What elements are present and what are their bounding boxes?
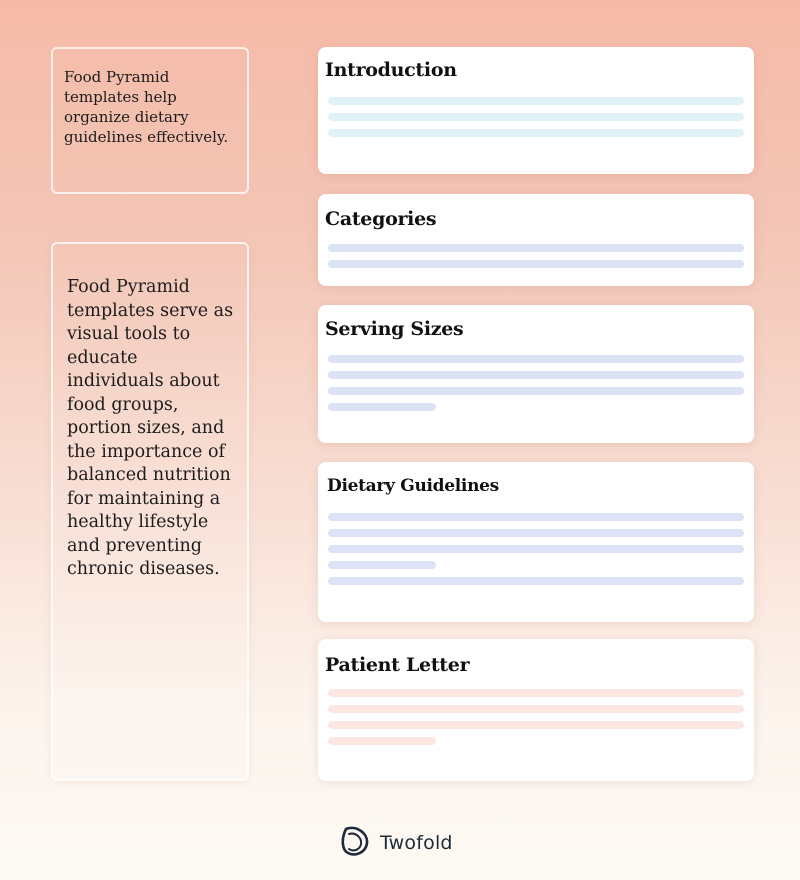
brand-footer [340, 826, 453, 860]
section-card-patient-letter[interactable] [318, 639, 754, 781]
summary-note-text: Food Pyramid templates help organize dietary guidelines effectively. [64, 68, 229, 146]
summary-note [51, 47, 249, 194]
placeholder-line [328, 737, 436, 745]
placeholder-line [328, 403, 436, 411]
detail-note [51, 242, 249, 781]
placeholder-line [328, 97, 744, 105]
placeholder-line [328, 561, 436, 569]
placeholder-line [328, 113, 744, 121]
placeholder-line [328, 129, 744, 137]
section-title-introduction: Introduction [325, 59, 457, 81]
section-title-patient-letter: Patient Letter [325, 654, 470, 676]
placeholder-line [328, 387, 744, 395]
placeholder-line [328, 721, 744, 729]
detail-note-text: Food Pyramid templates serve as visual tools to educate individuals about food groups, portion sizes, and the importance of balanced nutrition for maintaining a healthy lifestyle and preventing chronic diseases. [67, 277, 234, 579]
section-card-introduction[interactable] [318, 47, 754, 174]
placeholder-line [328, 529, 744, 537]
placeholder-line [328, 260, 744, 268]
section-card-dietary-guidelines[interactable] [318, 462, 754, 622]
section-title-serving-sizes: Serving Sizes [325, 318, 464, 340]
section-title-dietary-guidelines: Dietary Guidelines [327, 476, 499, 496]
twofold-logo-icon [340, 825, 370, 861]
placeholder-line [328, 545, 744, 553]
placeholder-line [328, 705, 744, 713]
section-card-categories[interactable] [318, 194, 754, 286]
placeholder-line [328, 371, 744, 379]
section-title-categories: Categories [325, 208, 437, 230]
placeholder-line [328, 513, 744, 521]
placeholder-line [328, 355, 744, 363]
placeholder-line [328, 689, 744, 697]
brand-name: Twofold [380, 832, 453, 854]
placeholder-line [328, 244, 744, 252]
section-card-serving-sizes[interactable] [318, 305, 754, 443]
placeholder-line [328, 577, 744, 585]
